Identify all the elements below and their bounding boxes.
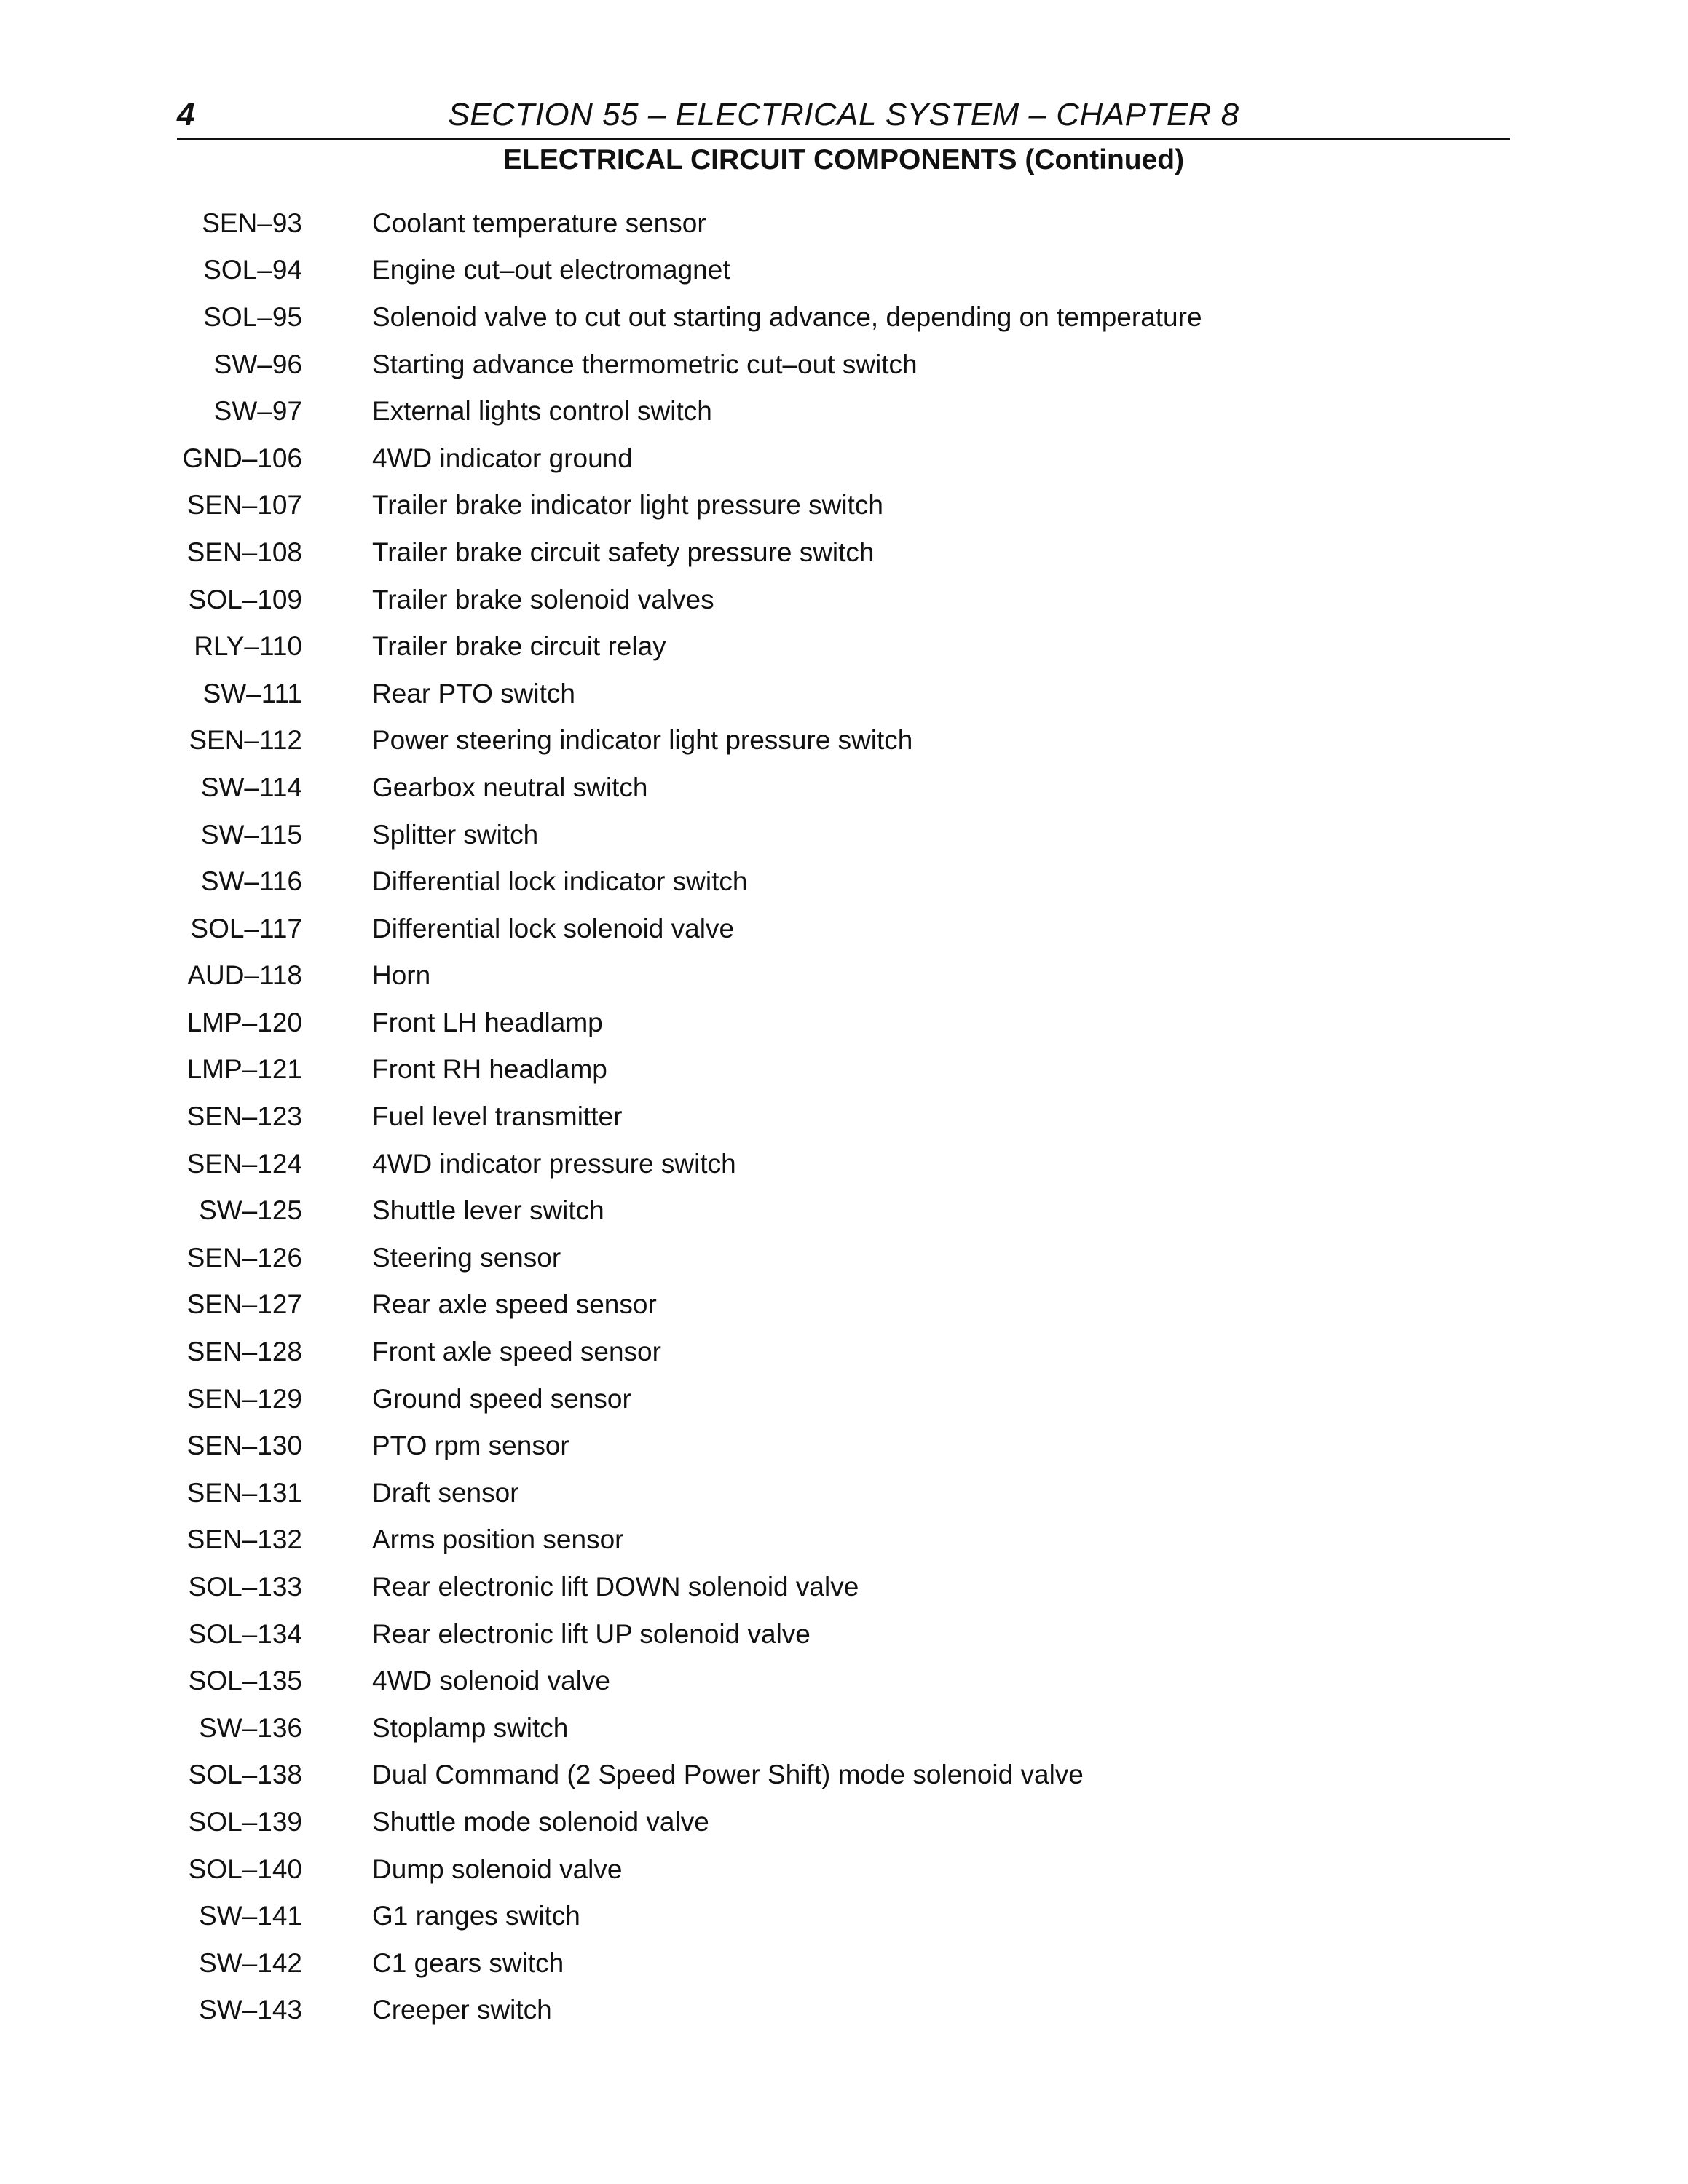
component-description: Trailer brake indicator light pressure switch xyxy=(372,490,883,521)
component-description: Creeper switch xyxy=(372,1995,552,2025)
component-code: SOL–134 xyxy=(188,1618,302,1649)
component-row xyxy=(177,811,1510,858)
component-description: Solenoid valve to cut out starting advance, depending on temperature xyxy=(372,301,1202,332)
component-code: SW–142 xyxy=(199,1947,302,1978)
component-code: SEN–126 xyxy=(186,1242,302,1273)
component-description: Rear axle speed sensor xyxy=(372,1289,657,1320)
component-row xyxy=(177,1752,1510,1799)
component-description: Dump solenoid valve xyxy=(372,1853,623,1884)
component-code: RLY–110 xyxy=(194,631,302,662)
component-description: Gearbox neutral switch xyxy=(372,772,648,802)
component-code: SOL–135 xyxy=(188,1666,302,1696)
component-code: GND–106 xyxy=(182,443,302,473)
component-row xyxy=(177,1704,1510,1752)
component-code: SEN–123 xyxy=(186,1101,302,1132)
component-code: SEN–112 xyxy=(189,725,302,756)
component-description: 4WD indicator pressure switch xyxy=(372,1148,736,1179)
component-description: Rear electronic lift UP solenoid valve xyxy=(372,1618,811,1649)
component-code: SW–111 xyxy=(202,678,302,708)
component-row xyxy=(177,1892,1510,1939)
section-title: ELECTRICAL CIRCUIT COMPONENTS (Continued) xyxy=(502,144,1185,175)
component-description: External lights control switch xyxy=(372,396,712,427)
component-description: Coolant temperature sensor xyxy=(372,207,706,238)
page-header xyxy=(177,93,1510,137)
component-code: SW–136 xyxy=(199,1712,302,1743)
component-code: SEN–93 xyxy=(202,207,302,238)
component-row xyxy=(177,1187,1510,1234)
component-description: Splitter switch xyxy=(372,819,539,850)
component-list xyxy=(177,199,1510,2033)
component-code: SEN–107 xyxy=(186,490,302,521)
component-code: SW–125 xyxy=(199,1195,302,1226)
component-code: SOL–140 xyxy=(188,1853,302,1884)
component-code: SW–97 xyxy=(213,396,302,427)
component-row xyxy=(177,1563,1510,1610)
component-row xyxy=(177,1798,1510,1845)
component-row xyxy=(177,1987,1510,2034)
component-code: SOL–133 xyxy=(188,1572,302,1602)
component-code: SOL–109 xyxy=(188,584,302,614)
component-row xyxy=(177,717,1510,764)
component-row xyxy=(177,1046,1510,1093)
component-description: Draft sensor xyxy=(372,1477,519,1508)
component-code: SW–143 xyxy=(199,1995,302,2025)
component-code: SOL–138 xyxy=(188,1760,302,1790)
component-row xyxy=(177,576,1510,623)
component-row xyxy=(177,905,1510,952)
component-code: AUD–118 xyxy=(187,960,302,991)
component-row xyxy=(177,952,1510,1000)
component-description: Front RH headlamp xyxy=(372,1054,607,1085)
component-row xyxy=(177,1469,1510,1516)
component-row xyxy=(177,1140,1510,1187)
component-description: Differential lock indicator switch xyxy=(372,866,748,897)
component-code: LMP–121 xyxy=(186,1054,302,1085)
component-description: Trailer brake circuit relay xyxy=(372,631,666,662)
component-row xyxy=(177,529,1510,576)
component-row xyxy=(177,1516,1510,1564)
component-code: LMP–120 xyxy=(186,1007,302,1037)
component-row xyxy=(177,622,1510,670)
component-code: SEN–131 xyxy=(186,1477,302,1508)
component-code: SW–96 xyxy=(213,349,302,379)
component-row xyxy=(177,999,1510,1046)
component-row xyxy=(177,1657,1510,1704)
component-description: Arms position sensor xyxy=(372,1524,624,1555)
component-row xyxy=(177,482,1510,529)
component-code: SOL–95 xyxy=(203,301,302,332)
component-description: Front axle speed sensor xyxy=(372,1337,661,1367)
component-row xyxy=(177,435,1510,482)
component-description: Stoplamp switch xyxy=(372,1712,569,1743)
component-code: SOL–117 xyxy=(190,913,302,943)
component-description: Engine cut–out electromagnet xyxy=(372,255,730,285)
component-code: SEN–124 xyxy=(186,1148,302,1179)
component-code: SEN–128 xyxy=(186,1337,302,1367)
component-row xyxy=(177,341,1510,388)
component-code: SW–116 xyxy=(200,866,302,897)
component-code: SW–114 xyxy=(200,772,302,802)
component-row xyxy=(177,1281,1510,1329)
component-description: Rear PTO switch xyxy=(372,678,575,708)
component-description: Shuttle lever switch xyxy=(372,1195,604,1226)
component-description: Trailer brake solenoid valves xyxy=(372,584,714,614)
component-description: Shuttle mode solenoid valve xyxy=(372,1806,709,1837)
component-description: Differential lock solenoid valve xyxy=(372,913,735,943)
component-row xyxy=(177,1093,1510,1140)
component-row xyxy=(177,1375,1510,1423)
component-description: Power steering indicator light pressure switch xyxy=(372,725,913,756)
component-description: Dual Command (2 Speed Power Shift) mode solenoid valve xyxy=(372,1760,1084,1790)
component-description: Horn xyxy=(372,960,431,991)
component-description: Trailer brake circuit safety pressure switch xyxy=(372,537,875,567)
component-code: SW–141 xyxy=(199,1901,302,1931)
component-row xyxy=(177,764,1510,811)
page-number: 4 xyxy=(177,97,195,132)
component-description: 4WD solenoid valve xyxy=(372,1666,610,1696)
component-row xyxy=(177,1234,1510,1281)
component-code: SEN–129 xyxy=(186,1383,302,1414)
component-description: PTO rpm sensor xyxy=(372,1431,569,1461)
component-row xyxy=(177,670,1510,717)
component-code: SOL–94 xyxy=(203,255,302,285)
component-description: Front LH headlamp xyxy=(372,1007,603,1037)
component-row xyxy=(177,293,1510,341)
component-code: SEN–130 xyxy=(186,1431,302,1461)
component-description: Rear electronic lift DOWN solenoid valve xyxy=(372,1572,859,1602)
component-code: SW–115 xyxy=(200,819,302,850)
running-title: SECTION 55 – ELECTRICAL SYSTEM – CHAPTER 8 xyxy=(448,97,1239,132)
component-row xyxy=(177,387,1510,435)
component-code: SEN–127 xyxy=(186,1289,302,1320)
component-code: SOL–139 xyxy=(188,1806,302,1837)
component-row xyxy=(177,199,1510,247)
component-code: SEN–132 xyxy=(186,1524,302,1555)
component-row xyxy=(177,1422,1510,1469)
component-description: Fuel level transmitter xyxy=(372,1101,623,1132)
component-description: C1 gears switch xyxy=(372,1947,564,1978)
component-code: SEN–108 xyxy=(186,537,302,567)
component-description: Steering sensor xyxy=(372,1242,561,1273)
component-description: 4WD indicator ground xyxy=(372,443,633,473)
component-row xyxy=(177,1845,1510,1893)
component-description: G1 ranges switch xyxy=(372,1901,580,1931)
component-row xyxy=(177,247,1510,294)
component-row xyxy=(177,1328,1510,1375)
component-row xyxy=(177,1610,1510,1658)
component-description: Ground speed sensor xyxy=(372,1383,631,1414)
component-description: Starting advance thermometric cut–out switch xyxy=(372,349,918,379)
component-row xyxy=(177,1939,1510,1987)
component-row xyxy=(177,858,1510,905)
